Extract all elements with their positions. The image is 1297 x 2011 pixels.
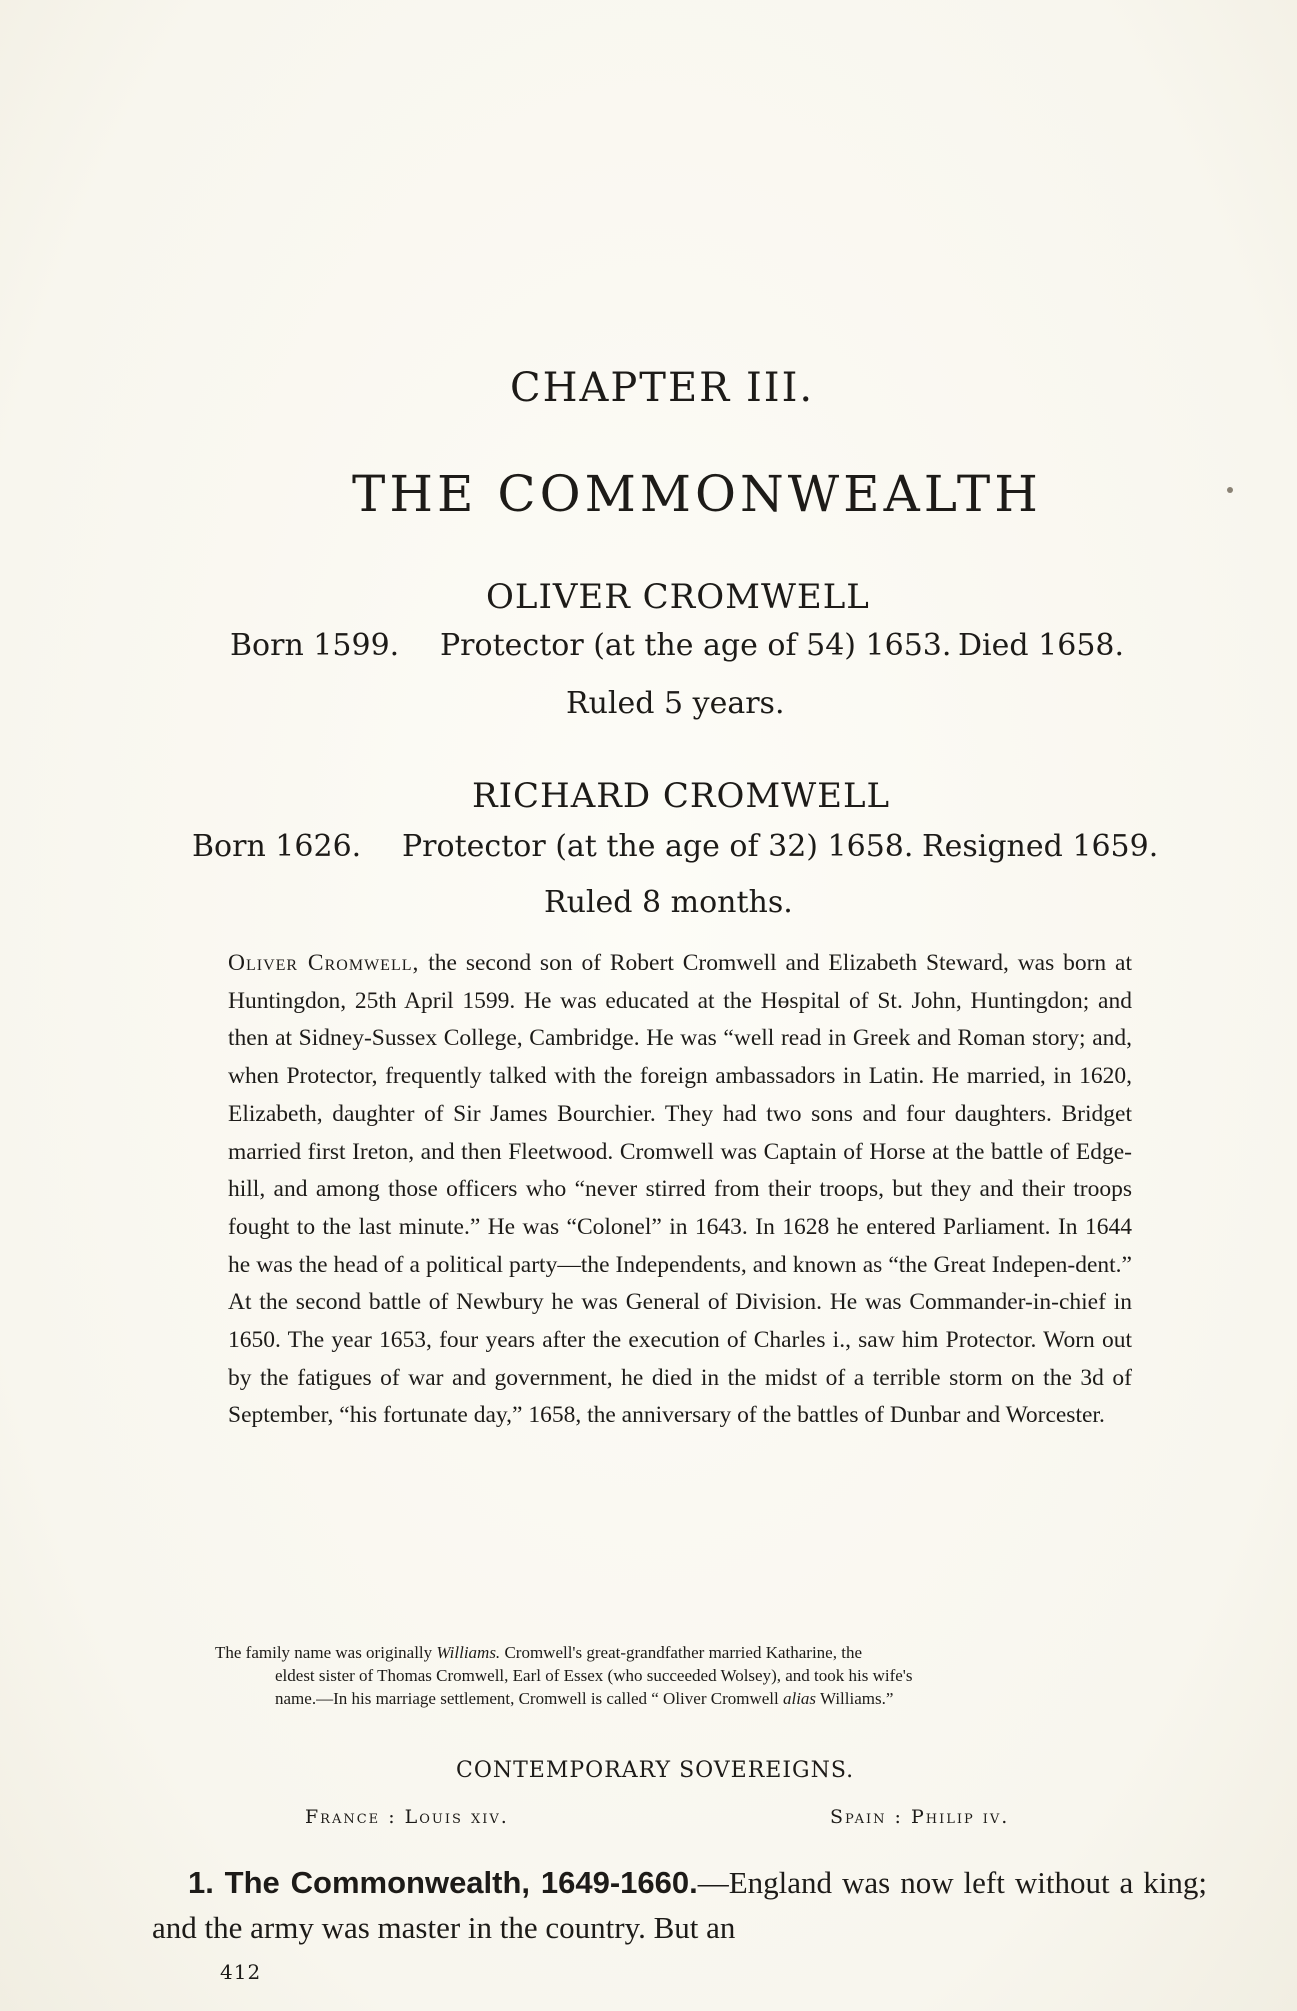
- death-year: Died 1658.: [958, 628, 1125, 663]
- biography-lead: Oliver Cromwell,: [228, 950, 420, 976]
- ruler-name-oliver: OLIVER CROMWELL: [486, 577, 870, 617]
- sovereign-france: France : Louis xiv.: [305, 1806, 509, 1828]
- footnote-italic: alias: [782, 1689, 817, 1708]
- contemporary-heading: CONTEMPORARY SOVEREIGNS.: [456, 1758, 855, 1783]
- sovereign-spain: Spain : Philip iv.: [830, 1806, 1010, 1828]
- footnote-text: Cromwell's great-grandfather married Katharine, the: [500, 1643, 862, 1662]
- protector-year: Protector (at the age of 54) 1653.: [440, 628, 952, 663]
- biography-text: the second son of Robert Cromwell and Elizabeth Steward, was born at Huntingdon, 25th April 1599. He was educated at the Hɵspital of St. John, Huntingdon; and then at Sidney-Sussex College, Cambridge. He was “well read in Greek and Roman story; and, when Protector, frequently talked with the foreign ambassadors in Latin. He married, in 1620, Elizabeth, daughter of Sir James Bourchier. They had two sons and four daughters. Bridget married first Ireton, and then Fleetwood. Cromwell was Captain of Horse at the battle of Edge-hill, and among those officers who “never stirred from their troops, but they and their troops fought to the last minute.” He was “Colonel” in 1643. In 1628 he entered Parliament. In 1644 he was the head of a political party—the Independents, and known as “the Great Indepen-dent.” At the second battle of Newbury he was General of Division. He was Commander-in-chief in 1650. The year 1653, four years after the execution of Charles i., saw him Protector. Worn out by the fatigues of war and government, he died in the midst of a terrible storm on the 3d of September, “his fortunate day,” 1658, the anniversary of the battles of Dunbar and Worcester.: [228, 950, 1133, 1429]
- section-heading: 1. The Commonwealth, 1649-1660.: [188, 1865, 698, 1900]
- footnote-line: eldest sister of Thomas Cromwell, Earl of Essex (who succeeded Wolsey), and took his wife's: [275, 1666, 913, 1685]
- page-number: 412: [220, 1960, 262, 1984]
- section-paragraph: [152, 1860, 1207, 1950]
- footnote-italic: Williams.: [436, 1643, 501, 1662]
- ruled-duration-richard: Ruled 8 months.: [544, 885, 793, 920]
- biography-paragraph: [228, 945, 1132, 1435]
- ruler-name-richard: RICHARD CROMWELL: [472, 776, 891, 816]
- resigned-year: Resigned 1659.: [922, 829, 1159, 864]
- footnote-text: Williams.”: [816, 1689, 894, 1708]
- footnote: [215, 1641, 1205, 1710]
- chapter-heading: CHAPTER III.: [510, 365, 815, 411]
- section-text: —England was now left without a king; and the army was master in the country. But an: [152, 1865, 1207, 1945]
- born-year: Born 1599.: [230, 628, 400, 663]
- ruled-duration-oliver: Ruled 5 years.: [566, 686, 785, 721]
- part-title: THE COMMONWEALTH: [352, 465, 1042, 523]
- footnote-text: name.—In his marriage settlement, Cromwell is called “ Oliver Cromwell: [275, 1689, 783, 1708]
- ruler-dates-richard: [0, 829, 1297, 869]
- ink-speck: [1227, 487, 1233, 493]
- footnote-text: The family name was originally: [215, 1643, 437, 1662]
- protector-year: Protector (at the age of 32) 1658.: [402, 829, 914, 864]
- ruler-dates-oliver: [0, 628, 1297, 668]
- born-year: Born 1626.: [192, 829, 362, 864]
